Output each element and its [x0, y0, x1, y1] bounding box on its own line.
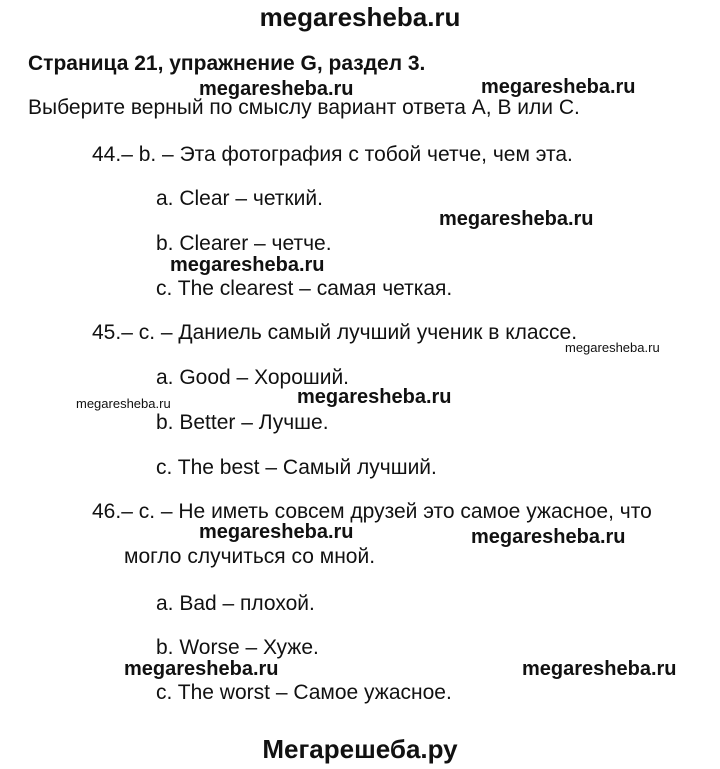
question-46-continuation: могло случиться со мной.	[124, 545, 376, 568]
watermark: megaresheba.ru	[199, 78, 354, 100]
site-footer: Мегарешеба.ру	[262, 734, 458, 764]
question-44-option-c: c. The clearest – самая четкая.	[156, 277, 453, 300]
watermark: megaresheba.ru	[199, 521, 354, 543]
question-45-option-c: c. The best – Самый лучший.	[156, 456, 437, 479]
question-45: 45.– c. – Даниель самый лучший ученик в классе.	[92, 321, 578, 344]
question-46: 46.– c. – Не иметь совсем друзей это самое ужасное, что	[92, 500, 652, 523]
watermark: megaresheba.ru	[481, 76, 636, 98]
watermark: megaresheba.ru	[124, 658, 279, 680]
site-header: megaresheba.ru	[259, 2, 461, 32]
watermark: megaresheba.ru	[565, 340, 660, 355]
watermark: megaresheba.ru	[522, 658, 677, 680]
page-title: Страница 21, упражнение G, раздел 3.	[28, 52, 426, 75]
question-45-option-a: a. Good – Хороший.	[156, 366, 350, 389]
question-46-option-a: a. Bad – плохой.	[156, 592, 315, 615]
watermark: megaresheba.ru	[439, 208, 594, 230]
question-45-option-b: b. Better – Лучше.	[156, 411, 329, 434]
question-44-option-b: b. Clearer – четче.	[156, 232, 332, 255]
watermark: megaresheba.ru	[297, 386, 452, 408]
question-46-option-b: b. Worse – Хуже.	[156, 636, 319, 659]
instruction-text: Выберите верный по смыслу вариант ответа A, B или C.	[28, 96, 580, 119]
question-46-option-c: c. The worst – Самое ужасное.	[156, 681, 452, 704]
watermark: megaresheba.ru	[170, 254, 325, 276]
question-44: 44.– b. – Эта фотография с тобой четче, чем эта.	[92, 143, 573, 166]
watermark: megaresheba.ru	[471, 526, 626, 548]
watermark: megaresheba.ru	[76, 396, 171, 411]
question-44-option-a: a. Clear – четкий.	[156, 187, 323, 210]
